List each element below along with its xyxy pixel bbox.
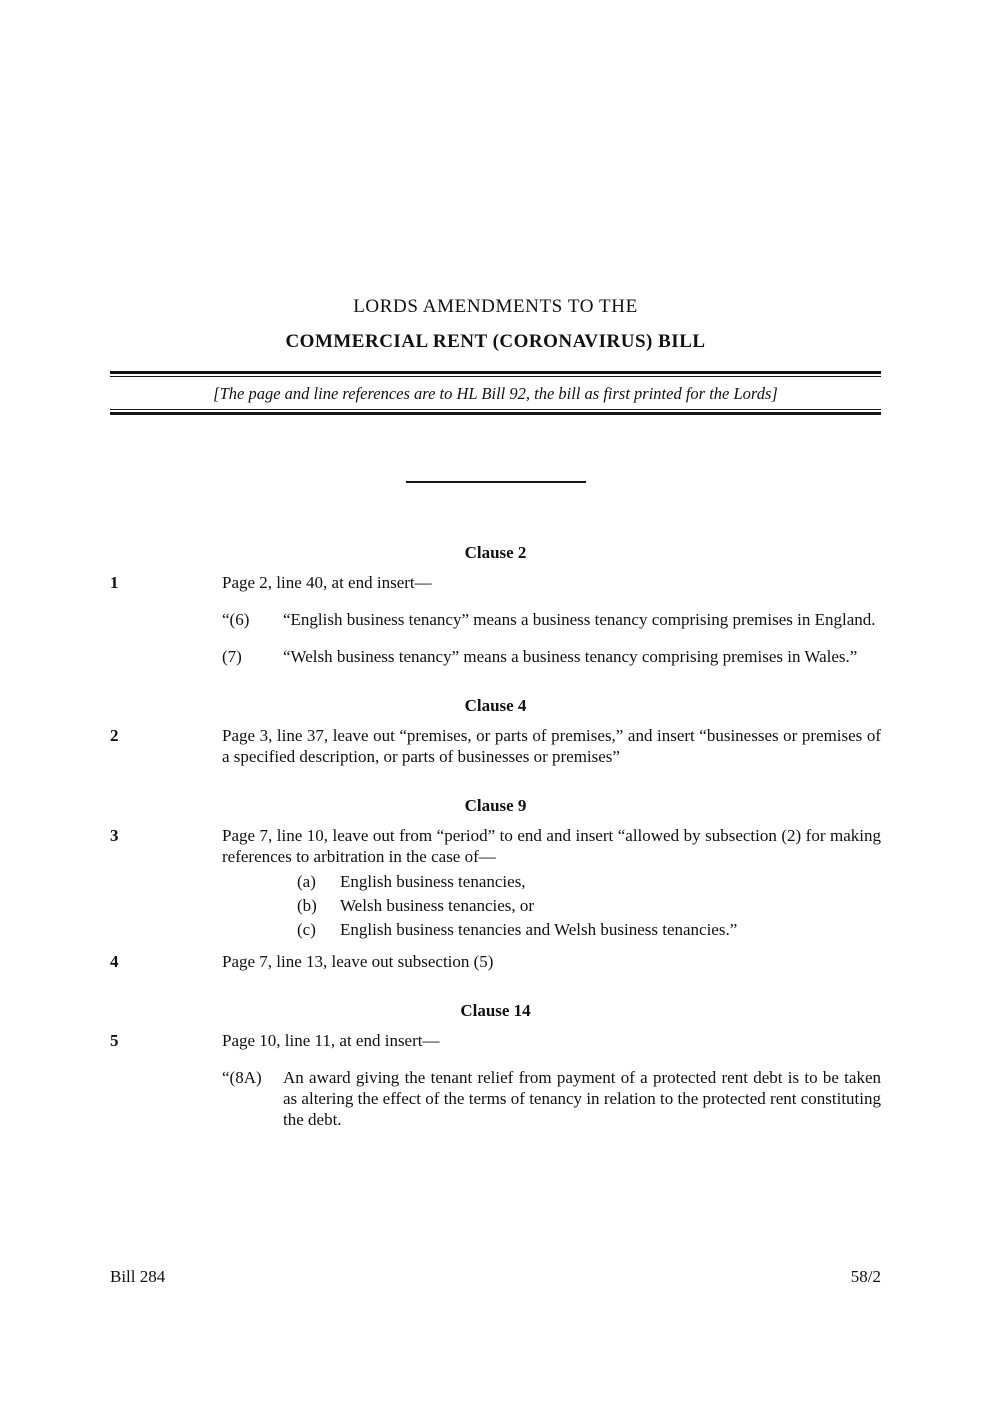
clause-heading-4: Clause 4	[464, 696, 527, 715]
subsection-7-text: “Welsh business tenancy” means a business tenancy comprising premises in Wales.”	[283, 647, 858, 666]
list-item-c-label: (c)	[297, 920, 316, 939]
list-item-c	[222, 919, 881, 940]
top-rule-thick	[110, 371, 881, 374]
amendment-2	[110, 725, 881, 767]
subsection-8A-text: An award giving the tenant relief from payment of a protected rent debt is to be taken as altering the effect of the terms of tenancy in relation to the protected rent constituting the debt.	[283, 1068, 881, 1129]
amendment-3-paragraph-list	[222, 871, 881, 940]
subsection-6-label: “(6)	[222, 610, 250, 629]
clause-heading-14: Clause 14	[460, 1001, 531, 1020]
amendment-4-instruction: Page 7, line 13, leave out subsection (5)	[222, 952, 494, 971]
amendment-1-subsection-7	[222, 646, 881, 667]
amendment-3-instruction: Page 7, line 10, leave out from “period” to end and insert “allowed by subsection (2) for making references to arbitration in the case of—	[222, 826, 881, 866]
subsection-6-text: “English business tenancy” means a business tenancy comprising premises in England.	[283, 610, 876, 629]
clause-heading-9: Clause 9	[464, 796, 527, 815]
page-footer	[110, 1266, 881, 1287]
amendment-1-subsection-6	[222, 609, 881, 630]
amendment-5-instruction: Page 10, line 11, at end insert—	[222, 1031, 440, 1050]
amendment-5-subsection-8A	[222, 1067, 881, 1130]
subsection-7-label: (7)	[222, 647, 242, 666]
amendment-5	[110, 1030, 881, 1130]
amendment-4-body	[222, 951, 881, 972]
list-item-b	[222, 895, 881, 916]
amendment-1-body	[222, 572, 881, 667]
document-title-line2: COMMERCIAL RENT (CORONAVIRUS) BILL	[285, 331, 706, 352]
amendment-1	[110, 572, 881, 667]
bottom-rule-thick	[110, 412, 881, 415]
amendment-2-body	[222, 725, 881, 767]
document-title-line1: LORDS AMENDMENTS TO THE	[353, 296, 638, 317]
amendment-3	[110, 825, 881, 940]
amendment-5-body	[222, 1030, 881, 1130]
amendment-2-number: 2	[110, 726, 119, 745]
list-item-a-text: English business tenancies,	[340, 872, 526, 891]
reference-note: [The page and line references are to HL Bill 92, the bill as first printed for the Lords]	[213, 384, 778, 403]
amendment-2-instruction: Page 3, line 37, leave out “premises, or parts of premises,” and insert “businesses or premises of a specified description, or parts of businesses or premises”	[222, 726, 881, 766]
page-content	[110, 0, 881, 1130]
subsection-8A-label: “(8A)	[222, 1068, 262, 1087]
section-divider-rule	[406, 481, 586, 483]
list-item-c-text: English business tenancies and Welsh business tenancies.”	[340, 920, 738, 939]
list-item-b-label: (b)	[297, 896, 317, 915]
list-item-a-label: (a)	[297, 872, 316, 891]
amendment-4-number: 4	[110, 952, 119, 971]
amendment-3-body	[222, 825, 881, 940]
bottom-rule-thin	[110, 409, 881, 410]
list-item-a	[222, 871, 881, 892]
amendment-5-number: 5	[110, 1031, 119, 1050]
amendment-1-instruction: Page 2, line 40, at end insert—	[222, 573, 432, 592]
amendment-3-number: 3	[110, 826, 119, 845]
reference-note-box	[110, 371, 881, 415]
amendment-4	[110, 951, 881, 972]
footer-bill-number: Bill 284	[110, 1267, 166, 1286]
list-item-b-text: Welsh business tenancies, or	[340, 896, 535, 915]
amendment-1-number: 1	[110, 573, 119, 592]
clause-heading-2: Clause 2	[464, 543, 527, 562]
footer-print-reference: 58/2	[850, 1267, 881, 1286]
